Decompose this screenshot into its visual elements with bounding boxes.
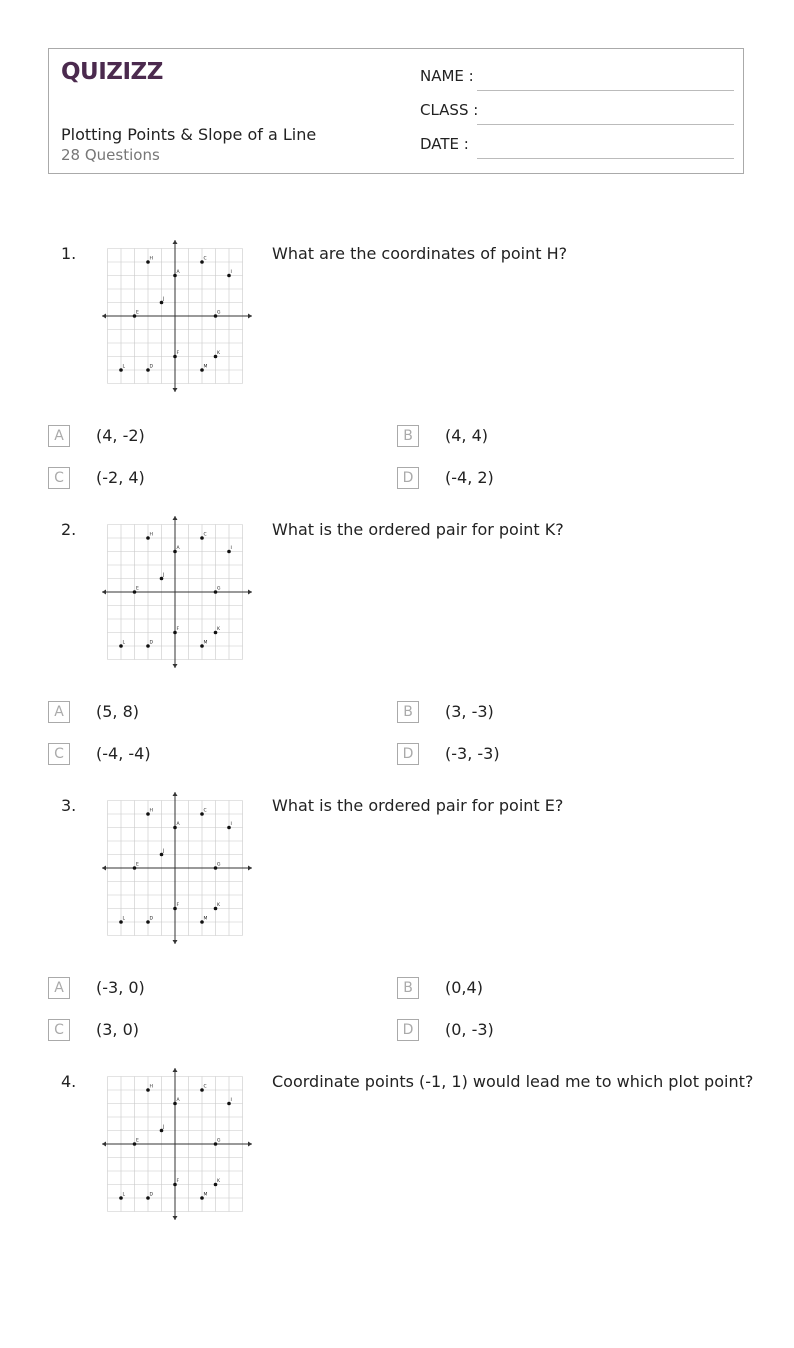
plot-point-label: D bbox=[149, 1192, 153, 1198]
option-letter-box[interactable]: D bbox=[397, 743, 419, 765]
axis-arrow bbox=[173, 516, 178, 520]
option-text: (5, 8) bbox=[96, 702, 140, 721]
question-4 bbox=[0, 1072, 794, 1348]
plot-point-label: L bbox=[122, 916, 126, 922]
plot-point-label: G bbox=[217, 862, 221, 868]
plot-point-label: D bbox=[149, 364, 153, 370]
question-number: 2. bbox=[61, 520, 77, 539]
plot-point-label: K bbox=[217, 351, 220, 356]
axis-arrow bbox=[248, 314, 252, 319]
axis-arrow bbox=[248, 866, 252, 871]
option-letter-box[interactable]: C bbox=[48, 467, 70, 489]
option-letter-box[interactable]: B bbox=[397, 425, 419, 447]
plot-point-label: C bbox=[203, 256, 207, 262]
plot-point-label: C bbox=[203, 1084, 207, 1090]
option-text: (-3, -3) bbox=[445, 744, 500, 763]
plot-point-label: F bbox=[176, 627, 180, 632]
option-text: (4, -2) bbox=[96, 426, 145, 445]
option-text: (-3, 0) bbox=[96, 978, 145, 997]
plot-point-label: A bbox=[176, 1098, 180, 1103]
plot-point-label: L bbox=[122, 1192, 126, 1198]
option-text: (4, 4) bbox=[445, 426, 489, 445]
question-number: 4. bbox=[61, 1072, 77, 1091]
coordinate-plane bbox=[100, 790, 256, 946]
question-1 bbox=[0, 244, 794, 520]
question-number: 1. bbox=[61, 244, 77, 263]
plot-point-label: A bbox=[176, 822, 180, 827]
plot-point-label: L bbox=[122, 364, 126, 370]
plot-point-label: J bbox=[163, 849, 165, 854]
date-label: DATE : bbox=[420, 135, 469, 153]
plot-point-label: M bbox=[203, 916, 208, 922]
plot-point-label: M bbox=[203, 1192, 208, 1198]
axis-arrow bbox=[173, 940, 178, 944]
plot-point-label: I bbox=[230, 546, 232, 551]
plot-point-label: G bbox=[217, 310, 221, 316]
axis-arrow bbox=[248, 590, 252, 595]
axis-arrow bbox=[248, 1142, 252, 1147]
date-line[interactable] bbox=[477, 158, 734, 159]
question-text: What is the ordered pair for point K? bbox=[272, 520, 564, 539]
coordinate-plane bbox=[100, 1066, 256, 1222]
axis-arrow bbox=[173, 388, 178, 392]
question-2 bbox=[0, 520, 794, 796]
option-letter-box[interactable]: D bbox=[397, 1019, 419, 1041]
plot-point-label: C bbox=[203, 532, 207, 538]
worksheet-header bbox=[48, 48, 744, 174]
plot-point-label: F bbox=[176, 1179, 180, 1184]
option-letter-box[interactable]: A bbox=[48, 425, 70, 447]
plot-point-label: D bbox=[149, 916, 153, 922]
axis-arrow bbox=[173, 240, 178, 244]
class-field[interactable] bbox=[420, 101, 734, 125]
question-number: 3. bbox=[61, 796, 77, 815]
option-text: (3, -3) bbox=[445, 702, 494, 721]
plot-point-label: K bbox=[217, 627, 220, 632]
plot-point-label: M bbox=[203, 364, 208, 370]
axis-arrow bbox=[102, 866, 106, 871]
plot-point-label: H bbox=[149, 808, 153, 814]
question-text: Coordinate points (-1, 1) would lead me to which plot point? bbox=[272, 1072, 754, 1091]
plot-point-label: F bbox=[176, 903, 180, 908]
option-letter-box[interactable]: D bbox=[397, 467, 419, 489]
option-text: (-4, -4) bbox=[96, 744, 151, 763]
class-label: CLASS : bbox=[420, 101, 479, 119]
question-3 bbox=[0, 796, 794, 1072]
option-text: (3, 0) bbox=[96, 1020, 140, 1039]
name-field[interactable] bbox=[420, 67, 734, 91]
name-line[interactable] bbox=[477, 90, 734, 91]
plot-point-label: D bbox=[149, 640, 153, 646]
plot-point-label: E bbox=[136, 1138, 139, 1144]
plot-point-label: M bbox=[203, 640, 208, 646]
plot-point-label: K bbox=[217, 903, 220, 908]
plot-point-label: I bbox=[230, 822, 232, 827]
option-letter-box[interactable]: C bbox=[48, 1019, 70, 1041]
option-text: (0, -3) bbox=[445, 1020, 494, 1039]
option-letter-box[interactable]: A bbox=[48, 701, 70, 723]
axis-arrow bbox=[102, 314, 106, 319]
plot-point-label: J bbox=[163, 1125, 165, 1130]
plot-point-label: C bbox=[203, 808, 207, 814]
plot-point-label: L bbox=[122, 640, 126, 646]
question-text: What is the ordered pair for point E? bbox=[272, 796, 564, 815]
coordinate-plane bbox=[100, 514, 256, 670]
plot-point-label: G bbox=[217, 1138, 221, 1144]
plot-point-label: H bbox=[149, 256, 153, 262]
name-label: NAME : bbox=[420, 67, 474, 85]
axis-arrow bbox=[102, 590, 106, 595]
class-line[interactable] bbox=[477, 124, 734, 125]
axis-arrow bbox=[173, 1216, 178, 1220]
plot-point-label: A bbox=[176, 546, 180, 551]
option-text: (-2, 4) bbox=[96, 468, 145, 487]
quizizz-logo: QUIZIZZ bbox=[61, 59, 163, 85]
option-letter-box[interactable]: B bbox=[397, 977, 419, 999]
plot-point-label: J bbox=[163, 573, 165, 578]
plot-point-label: H bbox=[149, 1084, 153, 1090]
plot-point-label: H bbox=[149, 532, 153, 538]
option-letter-box[interactable]: C bbox=[48, 743, 70, 765]
plot-point-label: E bbox=[136, 310, 139, 316]
plot-point-label: E bbox=[136, 586, 139, 592]
plot-point-label: I bbox=[230, 270, 232, 275]
plot-point-label: A bbox=[176, 270, 180, 275]
plot-point-label: I bbox=[230, 1098, 232, 1103]
plot-point-label: F bbox=[176, 351, 180, 356]
plot-point-label: K bbox=[217, 1179, 220, 1184]
question-count: 28 Questions bbox=[61, 146, 160, 164]
axis-arrow bbox=[173, 664, 178, 668]
coordinate-plane bbox=[100, 238, 256, 394]
plot-point-label: J bbox=[163, 297, 165, 302]
axis-arrow bbox=[173, 792, 178, 796]
option-letter-box[interactable]: B bbox=[397, 701, 419, 723]
worksheet-title: Plotting Points & Slope of a Line bbox=[61, 125, 317, 144]
axis-arrow bbox=[102, 1142, 106, 1147]
date-field[interactable] bbox=[420, 135, 734, 159]
question-text: What are the coordinates of point H? bbox=[272, 244, 568, 263]
plot-point-label: G bbox=[217, 586, 221, 592]
option-letter-box[interactable]: A bbox=[48, 977, 70, 999]
plot-point-label: E bbox=[136, 862, 139, 868]
option-text: (-4, 2) bbox=[445, 468, 494, 487]
option-text: (0,4) bbox=[445, 978, 483, 997]
axis-arrow bbox=[173, 1068, 178, 1072]
